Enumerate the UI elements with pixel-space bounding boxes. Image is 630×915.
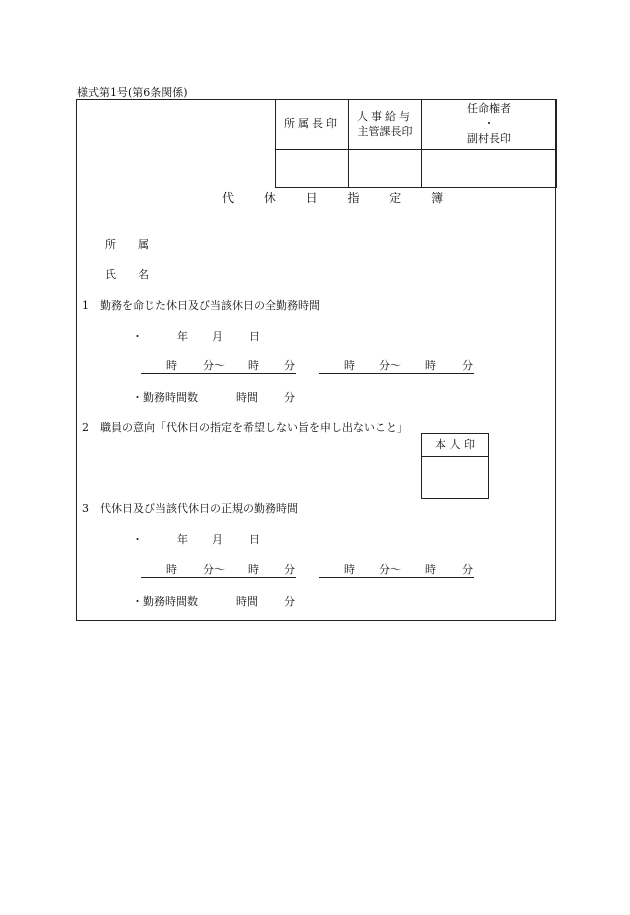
personnel-stamp-header: 人事給与 主管課長印 <box>349 100 422 150</box>
form-number-label: 様式第1号(第6条関係) <box>77 86 188 99</box>
personnel-stamp-box[interactable] <box>349 150 422 188</box>
section2-heading: 2 職員の意向「代休日の指定を希望しない旨を申し出ないこと」 <box>82 421 408 434</box>
section3-heading: 3 代休日及び当該代休日の正規の勤務時間 <box>82 502 298 515</box>
section1-heading: 1 勤務を命じた休日及び当該休日の全勤務時間 <box>82 299 320 312</box>
appointer-stamp-box[interactable] <box>422 150 557 188</box>
document-title: 代 休 日 指 定 簿 <box>222 191 445 205</box>
approval-stamp-table <box>275 99 557 188</box>
name-label: 氏 名 <box>105 268 149 281</box>
affiliation-label: 所 属 <box>105 238 149 251</box>
dept-head-stamp-header: 所属長印 <box>276 100 349 150</box>
personal-seal-box[interactable] <box>421 433 489 499</box>
dept-head-stamp-box[interactable] <box>276 150 349 188</box>
personal-seal-label: 本 人 印 <box>422 434 488 457</box>
appointer-stamp-header: 任命権者 ・ 副村長印 <box>422 100 557 150</box>
